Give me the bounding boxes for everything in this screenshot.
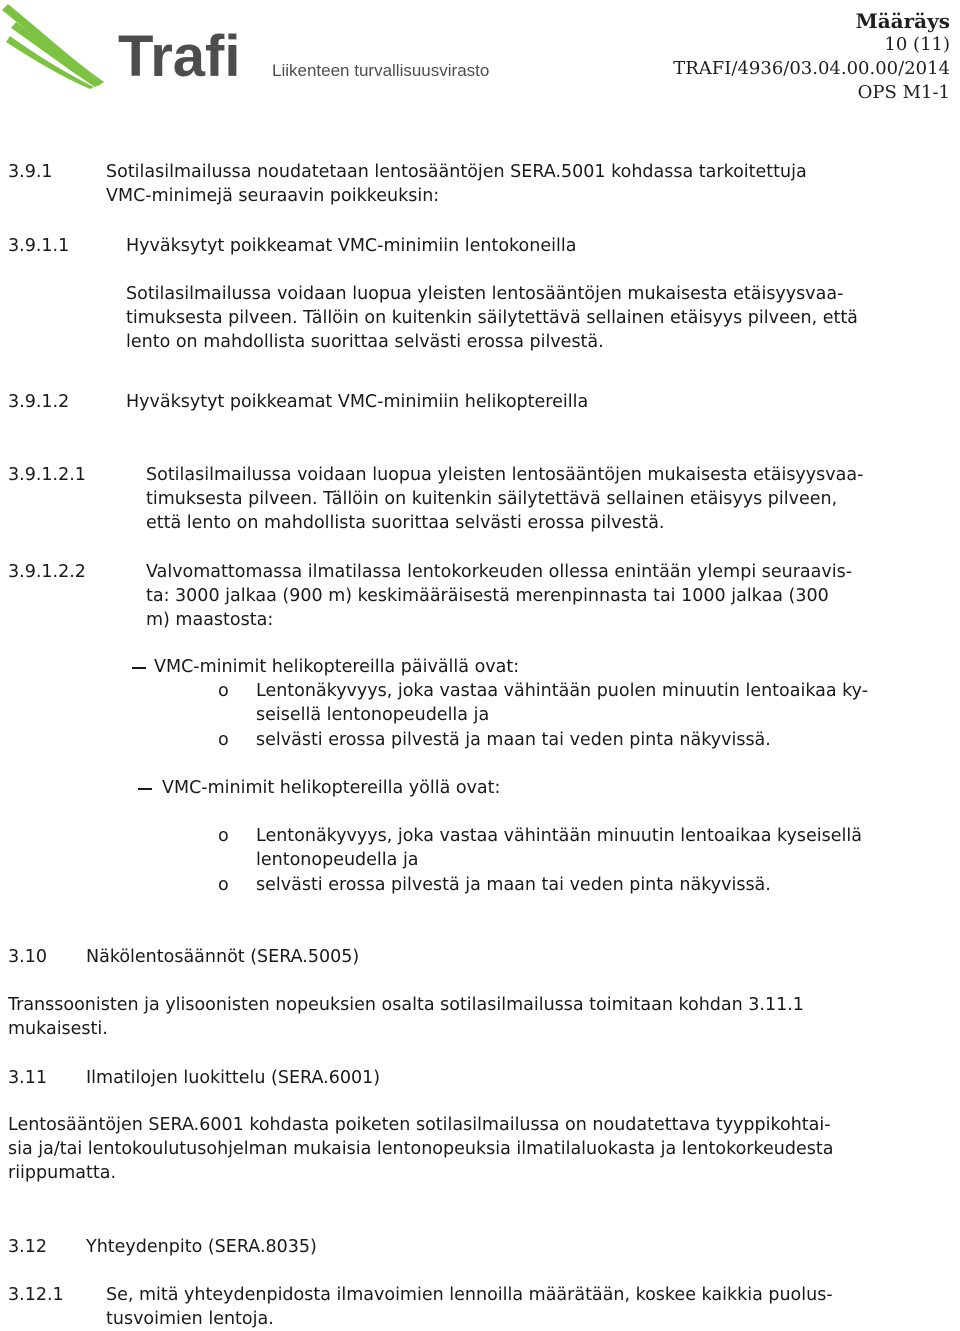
text-line: Se, mitä yhteydenpidosta ilmavoimien lennoilla määrätään, koskee kaikkia puolus- (106, 1285, 833, 1305)
text-line: mukaisesti. (8, 1019, 108, 1039)
section-number: 3.9.1.1 (8, 236, 70, 256)
section-number: 3.10 (8, 947, 47, 967)
dash-bullet-icon (138, 788, 152, 790)
section-body (106, 160, 807, 208)
section-body (106, 1283, 833, 1331)
text-line: timuksesta pilveen. Tällöin on kuitenkin säilytettävä sellainen etäisyys pilveen, että (126, 308, 858, 328)
section-number: 3.9.1 (8, 162, 53, 182)
text-line: lento on mahdollista suorittaa selvästi erossa pilvestä. (126, 332, 604, 352)
logo-swoosh-icon (2, 4, 104, 89)
text-line: lentonopeudella ja (256, 850, 419, 870)
section-heading: Ilmatilojen luokittelu (SERA.6001) (86, 1068, 381, 1088)
logo-wordmark: Trafi (118, 24, 241, 89)
circle-bullet-icon: o (218, 681, 229, 701)
text-line: Sotilasilmailussa voidaan luopua yleisten lentosääntöjen mukaisesta etäisyysvaa- (146, 465, 864, 485)
page-number: 10 (11) (884, 34, 950, 55)
list-item (256, 824, 862, 872)
list-item (256, 728, 771, 752)
text-line: tusvoimien lentoja. (106, 1309, 274, 1329)
circle-bullet-icon: o (218, 730, 229, 750)
section-body (8, 993, 804, 1041)
section-heading: Hyväksytyt poikkeamat VMC-minimiin helikoptereilla (126, 392, 589, 412)
text-line: Sotilasilmailussa noudatetaan lentosääntöjen SERA.5001 kohdassa tarkoitettuja (106, 162, 807, 182)
text-line: m) maastosta: (146, 610, 274, 630)
circle-bullet-icon: o (218, 826, 229, 846)
text-line: Lentonäkyvyys, joka vastaa vähintään puolen minuutin lentoaikaa ky- (256, 681, 869, 701)
list-item (256, 679, 868, 727)
logo-subtitle: Liikenteen turvallisuusvirasto (272, 61, 490, 80)
text-line: Lentosääntöjen SERA.6001 kohdasta poiketen sotilasilmailussa on noudatettava tyyppikohtai- (8, 1115, 831, 1135)
text-line: selvästi erossa pilvestä ja maan tai veden pinta näkyvissä. (256, 875, 771, 895)
section-number: 3.11 (8, 1068, 47, 1088)
text-line: riippumatta. (8, 1163, 117, 1183)
document-code: OPS M1-1 (857, 82, 950, 103)
section-number: 3.9.1.2.1 (8, 465, 86, 485)
document-type: Määräys (855, 9, 950, 33)
section-number: 3.9.1.2.2 (8, 562, 86, 582)
list-title: VMC-minimit helikoptereilla päivällä ovat: (154, 657, 520, 677)
text-line: Valvomattomassa ilmatilassa lentokorkeuden ollessa enintään ylempi seuraavis- (146, 562, 853, 582)
section-body (8, 1113, 833, 1185)
section-body (126, 282, 858, 354)
text-line: timuksesta pilveen. Tällöin on kuitenkin säilytettävä sellainen etäisyys pilveen, (146, 489, 838, 509)
text-line: ta: 3000 jalkaa (900 m) keskimääräisestä merenpinnasta tai 1000 jalkaa (300 (146, 586, 829, 606)
section-number: 3.12.1 (8, 1285, 64, 1305)
section-number: 3.9.1.2 (8, 392, 70, 412)
text-line: Lentonäkyvyys, joka vastaa vähintään minuutin lentoaikaa kyseisellä (256, 826, 862, 846)
circle-bullet-icon: o (218, 875, 229, 895)
text-line: että lento on mahdollista suorittaa selvästi erossa pilvestä. (146, 513, 665, 533)
section-heading: Hyväksytyt poikkeamat VMC-minimiin lentokoneilla (126, 236, 577, 256)
text-line: sia ja/tai lentokoulutusohjelman mukaisia lentonopeuksia ilmatilaluokasta ja lentokorkeudesta (8, 1139, 834, 1159)
text-line: VMC-minimejä seuraavin poikkeuksin: (106, 186, 440, 206)
text-line: Sotilasilmailussa voidaan luopua yleisten lentosääntöjen mukaisesta etäisyysvaa- (126, 284, 844, 304)
document-reference: TRAFI/4936/03.04.00.00/2014 (673, 58, 950, 79)
text-line: Transsoonisten ja ylisoonisten nopeuksien osalta sotilasilmailussa toimitaan kohdan 3.11.1 (8, 995, 804, 1015)
list-item (256, 873, 771, 897)
section-heading: Näkölentosäännöt (SERA.5005) (86, 947, 360, 967)
trafi-logo (0, 0, 520, 90)
section-heading: Yhteydenpito (SERA.8035) (86, 1237, 317, 1257)
text-line: selvästi erossa pilvestä ja maan tai veden pinta näkyvissä. (256, 730, 771, 750)
text-line: seisellä lentonopeudella ja (256, 705, 490, 725)
section-number: 3.12 (8, 1237, 47, 1257)
section-body (146, 560, 852, 632)
list-title: VMC-minimit helikoptereilla yöllä ovat: (162, 778, 501, 798)
dash-bullet-icon (132, 667, 146, 669)
section-body (146, 463, 863, 535)
